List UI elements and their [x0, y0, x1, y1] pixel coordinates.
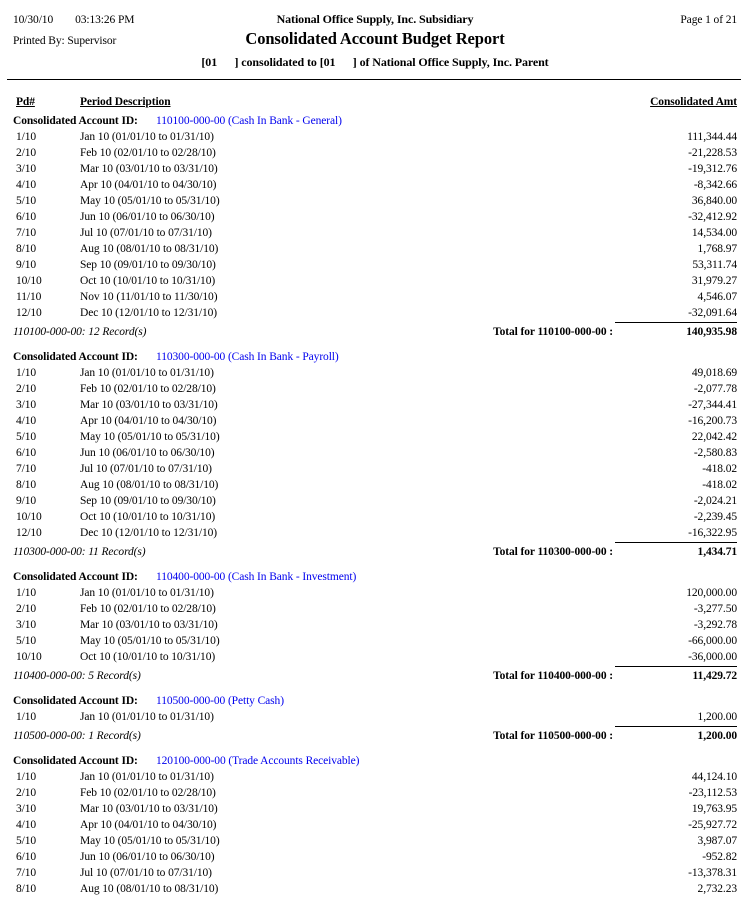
account-id-link[interactable]: 110100-000-00 (Cash In Bank - General) — [156, 115, 342, 127]
period-description: Sep 10 (09/01/10 to 09/30/10) — [80, 495, 216, 507]
section-rows — [13, 129, 737, 321]
consolidated-amount: -36,000.00 — [688, 651, 737, 663]
report-subtitle: [01 ] consolidated to [01 ] of National Office Supply, Inc. Parent — [201, 55, 549, 69]
consolidated-amount: -418.02 — [702, 479, 737, 491]
account-header — [13, 113, 737, 129]
consolidated-amount: 22,042.42 — [691, 431, 737, 443]
section-total-row — [13, 542, 737, 560]
period-description: Jul 10 (07/01/10 to 07/31/10) — [80, 867, 212, 879]
period-description: Aug 10 (08/01/10 to 08/31/10) — [80, 883, 219, 895]
account-id-label: Consolidated Account ID: — [13, 115, 138, 127]
period-number: 12/10 — [16, 527, 42, 539]
period-number: 3/10 — [16, 803, 37, 815]
period-description: Jun 10 (06/01/10 to 06/30/10) — [80, 447, 215, 459]
consolidated-amount: 120,000.00 — [686, 587, 737, 599]
period-number: 7/10 — [16, 463, 37, 475]
table-row — [13, 617, 737, 633]
period-number: 3/10 — [16, 399, 37, 411]
consolidated-amount: 4,546.07 — [697, 291, 737, 303]
account-id-label: Consolidated Account ID: — [13, 351, 138, 363]
period-description: Jul 10 (07/01/10 to 07/31/10) — [80, 227, 212, 239]
period-number: 5/10 — [16, 635, 37, 647]
consolidated-amount: 111,344.44 — [687, 131, 737, 143]
printed-by: Printed By: Supervisor — [13, 35, 117, 47]
table-row — [13, 177, 737, 193]
total-amount: 140,935.98 — [615, 322, 737, 340]
table-row — [13, 769, 737, 785]
consolidated-amount: -8,342.66 — [693, 179, 737, 191]
table-row — [13, 445, 737, 461]
period-description: Sep 10 (09/01/10 to 09/30/10) — [80, 259, 216, 271]
table-row — [13, 365, 737, 381]
account-section — [13, 753, 737, 897]
report-header-row2 — [13, 29, 737, 49]
table-row — [13, 601, 737, 617]
total-label: Total for 110100-000-00 : — [493, 326, 613, 338]
print-date: 10/30/10 — [13, 14, 54, 26]
period-number: 4/10 — [16, 179, 37, 191]
section-total-row — [13, 322, 737, 340]
table-row — [13, 209, 737, 225]
table-row — [13, 225, 737, 241]
period-number: 8/10 — [16, 883, 37, 895]
consolidated-amount: -66,000.00 — [688, 635, 737, 647]
consolidated-amount: 36,840.00 — [691, 195, 737, 207]
period-number: 10/10 — [16, 511, 42, 523]
account-header — [13, 693, 737, 709]
section-rows — [13, 365, 737, 541]
period-description: May 10 (05/01/10 to 05/31/10) — [80, 431, 220, 443]
period-description: Jan 10 (01/01/10 to 01/31/10) — [80, 771, 214, 783]
period-description: Oct 10 (10/01/10 to 10/31/10) — [80, 651, 216, 663]
records-count: 110400-000-00: 5 Record(s) — [13, 670, 141, 682]
period-number: 10/10 — [16, 275, 42, 287]
consolidated-amount: 49,018.69 — [691, 367, 737, 379]
period-number: 6/10 — [16, 211, 37, 223]
table-row — [13, 525, 737, 541]
consolidated-amount: 3,987.07 — [697, 835, 737, 847]
table-row — [13, 289, 737, 305]
period-description: Feb 10 (02/01/10 to 02/28/10) — [80, 147, 216, 159]
period-description: Apr 10 (04/01/10 to 04/30/10) — [80, 179, 217, 191]
total-amount: 1,434.71 — [615, 542, 737, 560]
table-row — [13, 849, 737, 865]
period-description: Mar 10 (03/01/10 to 03/31/10) — [80, 803, 218, 815]
period-number: 9/10 — [16, 495, 37, 507]
account-header — [13, 753, 737, 769]
table-row — [13, 801, 737, 817]
consolidated-amount: -23,112.53 — [688, 787, 737, 799]
period-description: Oct 10 (10/01/10 to 10/31/10) — [80, 511, 216, 523]
consolidated-amount: -25,927.72 — [688, 819, 737, 831]
account-section — [13, 693, 737, 744]
table-row — [13, 493, 737, 509]
period-number: 8/10 — [16, 243, 37, 255]
consolidated-amount: -2,077.78 — [693, 383, 737, 395]
column-header-pd: Pd# — [16, 96, 35, 108]
column-header-period-description: Period Description — [80, 96, 171, 108]
period-description: Jan 10 (01/01/10 to 01/31/10) — [80, 131, 214, 143]
table-row — [13, 397, 737, 413]
period-number: 3/10 — [16, 619, 37, 631]
period-number: 5/10 — [16, 431, 37, 443]
report-body — [13, 113, 737, 897]
period-description: Nov 10 (11/01/10 to 11/30/10) — [80, 291, 218, 303]
table-row — [13, 193, 737, 209]
consolidated-amount: 2,732.23 — [697, 883, 737, 895]
section-rows — [13, 585, 737, 665]
consolidated-amount: -3,292.78 — [693, 619, 737, 631]
period-description: May 10 (05/01/10 to 05/31/10) — [80, 195, 220, 207]
consolidated-amount: -16,200.73 — [688, 415, 737, 427]
report-title: Consolidated Account Budget Report — [245, 29, 505, 48]
account-header — [13, 569, 737, 585]
table-row — [13, 129, 737, 145]
consolidated-amount: 19,763.95 — [691, 803, 737, 815]
period-number: 2/10 — [16, 603, 37, 615]
period-number: 1/10 — [16, 771, 37, 783]
consolidated-amount: -32,412.92 — [688, 211, 737, 223]
period-description: Mar 10 (03/01/10 to 03/31/10) — [80, 399, 218, 411]
period-description: May 10 (05/01/10 to 05/31/10) — [80, 635, 220, 647]
period-description: Dec 10 (12/01/10 to 12/31/10) — [80, 527, 217, 539]
period-description: Mar 10 (03/01/10 to 03/31/10) — [80, 619, 218, 631]
consolidated-amount: -32,091.64 — [688, 307, 737, 319]
period-number: 10/10 — [16, 651, 42, 663]
section-total-row — [13, 666, 737, 684]
period-number: 7/10 — [16, 867, 37, 879]
consolidated-amount: -13,378.31 — [688, 867, 737, 879]
period-number: 12/10 — [16, 307, 42, 319]
consolidated-amount: -952.82 — [702, 851, 737, 863]
table-row — [13, 429, 737, 445]
table-row — [13, 161, 737, 177]
consolidated-amount: -418.02 — [702, 463, 737, 475]
period-description: Jan 10 (01/01/10 to 01/31/10) — [80, 711, 214, 723]
consolidated-amount: 14,534.00 — [691, 227, 737, 239]
period-number: 1/10 — [16, 131, 37, 143]
period-number: 4/10 — [16, 415, 37, 427]
account-id-link[interactable]: 110500-000-00 (Petty Cash) — [156, 695, 284, 707]
section-rows — [13, 769, 737, 897]
records-count: 110100-000-00: 12 Record(s) — [13, 326, 147, 338]
total-label: Total for 110400-000-00 : — [493, 670, 613, 682]
records-count: 110300-000-00: 11 Record(s) — [13, 546, 146, 558]
column-headers — [13, 95, 737, 109]
account-section — [13, 569, 737, 684]
account-id-label: Consolidated Account ID: — [13, 571, 138, 583]
total-label: Total for 110500-000-00 : — [493, 730, 613, 742]
consolidated-amount: -2,580.83 — [693, 447, 737, 459]
account-id-link[interactable]: 110400-000-00 (Cash In Bank - Investment) — [156, 571, 357, 583]
period-number: 7/10 — [16, 227, 37, 239]
total-label: Total for 110300-000-00 : — [493, 546, 613, 558]
consolidated-amount: -2,239.45 — [693, 511, 737, 523]
table-row — [13, 145, 737, 161]
table-row — [13, 633, 737, 649]
period-description: Apr 10 (04/01/10 to 04/30/10) — [80, 415, 217, 427]
table-row — [13, 461, 737, 477]
table-row — [13, 649, 737, 665]
period-description: Jan 10 (01/01/10 to 01/31/10) — [80, 367, 214, 379]
period-description: Jun 10 (06/01/10 to 06/30/10) — [80, 211, 215, 223]
period-description: Mar 10 (03/01/10 to 03/31/10) — [80, 163, 218, 175]
table-row — [13, 785, 737, 801]
section-rows — [13, 709, 737, 725]
table-row — [13, 305, 737, 321]
header-divider — [7, 79, 741, 80]
period-number: 6/10 — [16, 851, 37, 863]
report-header-row1 — [13, 12, 737, 27]
account-id-label: Consolidated Account ID: — [13, 755, 138, 767]
table-row — [13, 881, 737, 897]
period-number: 6/10 — [16, 447, 37, 459]
consolidated-amount: 44,124.10 — [691, 771, 737, 783]
company-name: National Office Supply, Inc. Subsidiary — [276, 12, 474, 26]
period-number: 4/10 — [16, 819, 37, 831]
account-section — [13, 349, 737, 560]
period-description: Oct 10 (10/01/10 to 10/31/10) — [80, 275, 216, 287]
period-description: Feb 10 (02/01/10 to 02/28/10) — [80, 383, 216, 395]
section-total-row — [13, 726, 737, 744]
account-id-label: Consolidated Account ID: — [13, 695, 138, 707]
consolidated-amount: -21,228.53 — [688, 147, 737, 159]
period-description: Dec 10 (12/01/10 to 12/31/10) — [80, 307, 217, 319]
account-id-link[interactable]: 110300-000-00 (Cash In Bank - Payroll) — [156, 351, 339, 363]
consolidated-amount: -3,277.50 — [693, 603, 737, 615]
table-row — [13, 817, 737, 833]
account-section — [13, 113, 737, 340]
period-description: Jun 10 (06/01/10 to 06/30/10) — [80, 851, 215, 863]
table-row — [13, 257, 737, 273]
table-row — [13, 381, 737, 397]
period-description: Jan 10 (01/01/10 to 01/31/10) — [80, 587, 214, 599]
table-row — [13, 585, 737, 601]
table-row — [13, 241, 737, 257]
period-description: Feb 10 (02/01/10 to 02/28/10) — [80, 603, 216, 615]
account-id-link[interactable]: 120100-000-00 (Trade Accounts Receivable) — [156, 755, 360, 767]
account-header — [13, 349, 737, 365]
period-number: 8/10 — [16, 479, 37, 491]
period-description: Aug 10 (08/01/10 to 08/31/10) — [80, 243, 219, 255]
table-row — [13, 273, 737, 289]
period-number: 1/10 — [16, 367, 37, 379]
consolidated-amount: 1,200.00 — [697, 711, 737, 723]
period-description: Apr 10 (04/01/10 to 04/30/10) — [80, 819, 217, 831]
period-description: Jul 10 (07/01/10 to 07/31/10) — [80, 463, 212, 475]
period-number: 9/10 — [16, 259, 37, 271]
period-description: May 10 (05/01/10 to 05/31/10) — [80, 835, 220, 847]
consolidated-amount: 31,979.27 — [691, 275, 737, 287]
period-number: 1/10 — [16, 711, 37, 723]
table-row — [13, 413, 737, 429]
consolidated-amount: 53,311.74 — [692, 259, 737, 271]
period-number: 1/10 — [16, 587, 37, 599]
consolidated-amount: -16,322.95 — [688, 527, 737, 539]
period-number: 2/10 — [16, 383, 37, 395]
period-number: 11/10 — [16, 291, 42, 303]
table-row — [13, 833, 737, 849]
table-row — [13, 865, 737, 881]
column-header-consolidated-amt: Consolidated Amt — [650, 96, 737, 108]
period-number: 5/10 — [16, 835, 37, 847]
period-number: 3/10 — [16, 163, 37, 175]
period-number: 5/10 — [16, 195, 37, 207]
period-number: 2/10 — [16, 787, 37, 799]
period-description: Feb 10 (02/01/10 to 02/28/10) — [80, 787, 216, 799]
consolidated-amount: -2,024.21 — [693, 495, 737, 507]
page-indicator: Page 1 of 21 — [680, 14, 737, 26]
consolidated-amount: -19,312.76 — [688, 163, 737, 175]
print-time: 03:13:26 PM — [75, 14, 135, 26]
table-row — [13, 709, 737, 725]
table-row — [13, 477, 737, 493]
period-description: Aug 10 (08/01/10 to 08/31/10) — [80, 479, 219, 491]
table-row — [13, 509, 737, 525]
consolidated-amount: -27,344.41 — [688, 399, 737, 411]
consolidated-amount: 1,768.97 — [697, 243, 737, 255]
total-amount: 11,429.72 — [615, 666, 737, 684]
records-count: 110500-000-00: 1 Record(s) — [13, 730, 141, 742]
period-number: 2/10 — [16, 147, 37, 159]
total-amount: 1,200.00 — [615, 726, 737, 744]
